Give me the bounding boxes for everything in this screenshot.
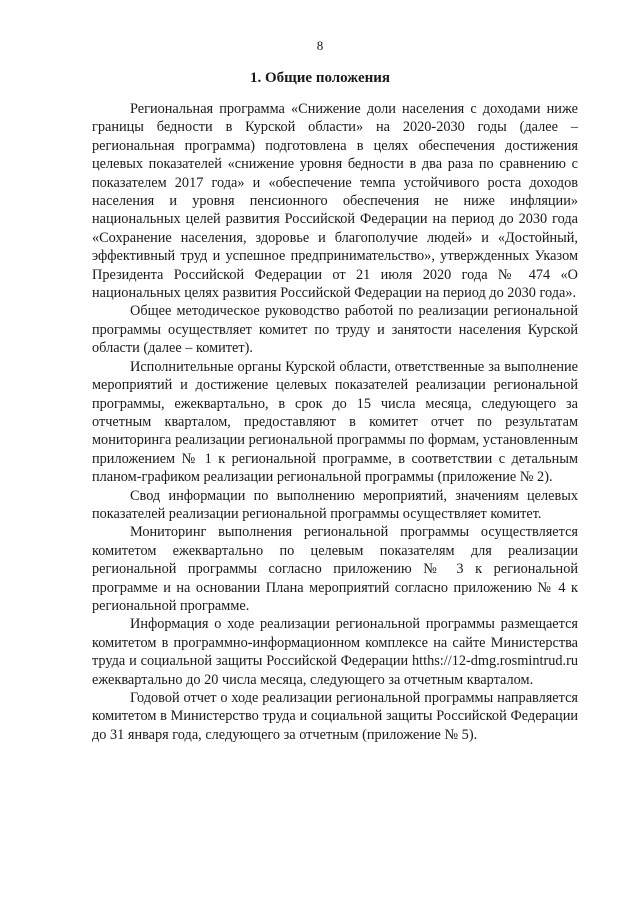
paragraph-information-summary: Свод информации по выполнению мероприятий, значениям целевых показателей реализации региональной программы осуществляет комитет. <box>92 487 578 522</box>
document-body <box>92 100 578 744</box>
paragraph-program-purpose: Региональная программа «Снижение доли населения с доходами ниже границы бедности в Курской области» на 2020-2030 годы (далее – региональная программа) подготовлена в целях обеспечения достижения целевых показателей «снижение уровня бедности в два раза по сравнению с показателем 2017 года» и «обеспечение темпа устойчивого роста доходов населения и уровня пенсионного обеспечения не ниже инфляции» национальных целей развития Российской Федерации на период до 2030 года «Сохранение населения, здоровье и благополучие людей» и «Достойный, эффективный труд и успешное предпринимательство», утвержденных Указом Президента Российской Федерации от 21 июля 2020 года № 474 «О национальных целях развития Российской Федерации на период до 2030 года». <box>92 101 578 302</box>
paragraph-information-posting: Информация о ходе реализации региональной программы размещается комитетом в программно-информационном комплексе на сайте Министерства труда и социальной защиты Российской Федерации htths://12-dmg.rosmintrud.ru ежеквартально до 20 числа месяца, следующего за отчетным кварталом. <box>92 616 578 688</box>
paragraph-annual-report: Годовой отчет о ходе реализации региональной программы направляется комитетом в Министерство труда и социальной защиты Российской Федерации до 31 января года, следующего за отчетным (приложение № 5). <box>92 690 578 743</box>
section-title: 1. Общие положения <box>249 70 391 86</box>
page-number: 8 <box>316 38 324 53</box>
paragraph-executive-bodies: Исполнительные органы Курской области, ответственные за выполнение мероприятий и достижение целевых показателей реализации региональной программы, ежеквартально, в срок до 15 числа месяца, следующего за отчетным кварталом, предоставляют в комитет отчет по результатам мониторинга реализации региональной программы по формам, установленным приложением № 1 к региональной программе, в соответствии с детальным планом-графиком реализации региональной программы (приложение № 2). <box>92 358 578 486</box>
paragraph-methodical-guidance: Общее методическое руководство работой по реализации региональной программы осуществляет комитет по труду и занятости населения Курской области (далее – комитет). <box>92 303 578 357</box>
paragraph-monitoring: Мониторинг выполнения региональной программы осуществляется комитетом ежеквартально по целевым показателям для реализации региональной программы согласно приложению № 3 к региональной программе и на основании Плана мероприятий согласно приложению № 4 к региональной программе. <box>92 524 578 614</box>
